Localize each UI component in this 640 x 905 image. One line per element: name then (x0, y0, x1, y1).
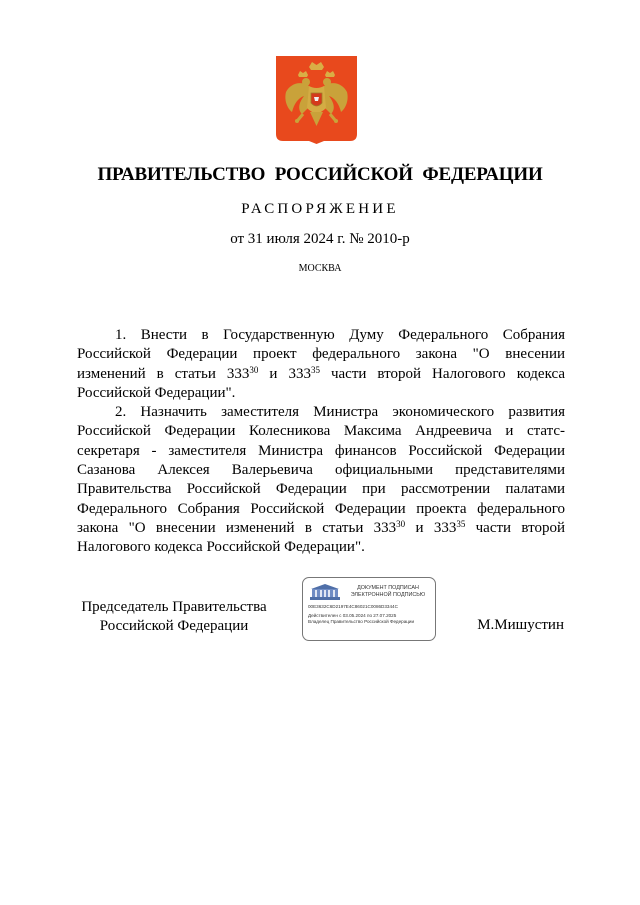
government-building-icon (308, 583, 342, 601)
stamp-serial: 00E3632C6D2197E4C86021C0086D3344C (308, 604, 398, 609)
signer-title (68, 598, 280, 636)
paragraph-1-superscript-2: 35 (310, 364, 320, 375)
paragraph-2-text-a: 2. Назначить заместителя Министра экономического развития Российской Федерации Колесникова Максима Андреевича и статс-секретаря - заместителя Министра финансов Российской Федерации Сазанова Алексея Валерьевича официальными представителями Правительства Российской Федерации при рассмотрении палатами Федерального Собрания Российской Федерации проекта федерального закона "О внесении изменений в статьи 333 (77, 404, 565, 536)
stamp-heading (341, 585, 435, 599)
paragraph-1-text-b: и 333 (258, 365, 311, 382)
paragraph-2-superscript-1: 30 (396, 518, 406, 529)
paragraph-1-text-a: 1. Внести в Государственную Думу Федерального Собрания Российской Федерации проект федерального закона "О внесении изменений в статьи 333 (77, 327, 565, 382)
signer-name: М.Мишустин (477, 617, 564, 633)
coat-of-arms-emblem (276, 56, 357, 144)
org-title: ПРАВИТЕЛЬСТВО РОССИЙСКОЙ ФЕДЕРАЦИИ (97, 164, 543, 185)
stamp-heading-line-1: ДОКУМЕНТ ПОДПИСАН (357, 585, 419, 591)
stamp-validity: Действителен с 03.05.2024 по 27.07.2025 (308, 613, 397, 618)
paragraph-2-text-c: части второй Налогового кодекса Российской Федерации". (77, 519, 565, 556)
document-body (77, 326, 565, 558)
stamp-heading-line-2: ЭЛЕКТРОННОЙ ПОДПИСЬЮ (350, 592, 426, 598)
document-type: РАСПОРЯЖЕНИЕ (241, 201, 399, 217)
stamp-owner: Владелец Правительство Российской Федерации (308, 619, 415, 624)
paragraph-1-superscript-1: 30 (249, 364, 259, 375)
document-place: МОСКВА (298, 263, 342, 274)
signer-title-line-1: Председатель Правительства (81, 599, 267, 615)
paragraph-2-superscript-2: 35 (456, 518, 466, 529)
paragraph-2 (77, 403, 565, 557)
paragraph-1 (77, 326, 565, 403)
paragraph-1-text-c: части второй Налогового кодекса Российской Федерации". (77, 365, 565, 401)
paragraph-2-text-b: и 333 (405, 519, 457, 536)
signer-title-line-2: Российской Федерации (99, 618, 249, 634)
document-date-number: от 31 июля 2024 г. № 2010-р (230, 231, 410, 247)
electronic-signature-stamp (302, 577, 436, 641)
